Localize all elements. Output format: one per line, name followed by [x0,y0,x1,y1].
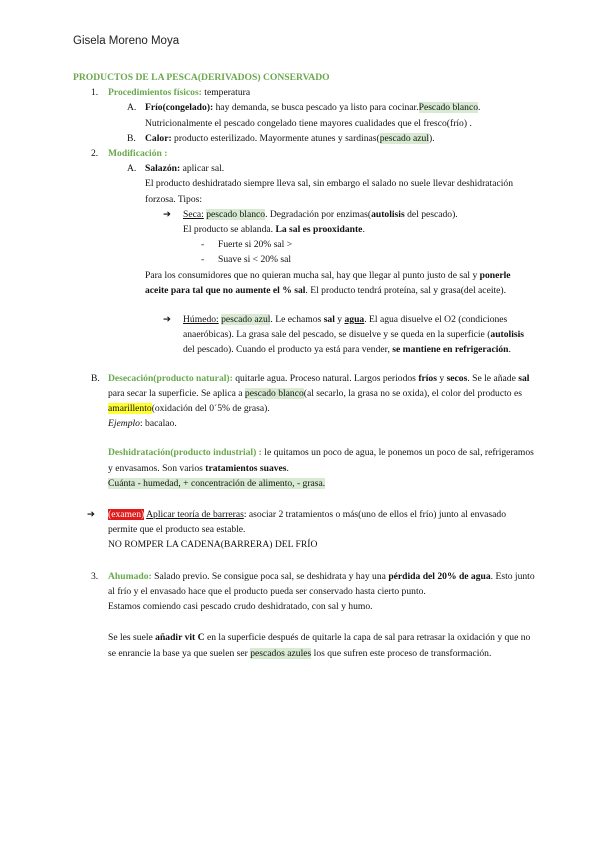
bullet-text: . [508,344,511,356]
example-text: : bacalao. [139,418,177,430]
bullet-text: . Le echamos [270,314,324,326]
example-label: Ejemplo [108,418,140,430]
section-text: . Esto junto al frío y el envasado hace que el producto pueda ser conservado hasta cierto punto. [108,570,535,597]
bullet-text: del pescado). Cuando el producto ya está para vender, [183,344,393,356]
bullet-label: Seca: [183,208,204,220]
item-label: Salazón: [145,163,181,175]
paragraph-text: Se les suele [108,632,156,644]
section-text: sal [518,372,530,384]
bullet-text: . [362,224,365,236]
bullet-text: autolisis [490,329,524,341]
section-label: Deshidratación(producto industrial) : [108,447,262,459]
dash-item [73,237,535,252]
item-label: Calor: [145,132,172,144]
section-deshidratacion [73,445,535,491]
bullet-label: Húmedo: [183,314,219,326]
paragraph: El producto deshidratado siempre lleva sal, sin embargo el salado no suele llevar deshidratación forzosa. Tipos: [145,178,514,205]
item-text: hay demanda, se busca pescado ya listo para cocinar. [213,102,419,114]
arrow-icon: ➔ [87,509,96,521]
bullet-text: y [334,314,345,326]
section-text: (oxidación del 0´5% de grasa). [151,403,270,415]
section-number: 1. [91,87,99,99]
author-name: Gisela Moreno Moya [73,35,180,47]
section-text: tratamientos suaves [205,462,287,474]
barreras-note [73,507,535,553]
paragraph-text: Para los consumidores que no quieran mucha sal, hay que llegar al punto justo de sal y [145,269,480,281]
section-text: temperatura [201,87,251,99]
paragraph-text: en la superficie después de quitarle la capa de sal para retrasar la oxidación y que no se enrancie la base ya que suelen ser [108,632,531,659]
note-text: : asociar 2 tratamientos o más(uno de ellos el frío) junto al envasado permite que el producto sea estable. [108,509,507,536]
bullet-seca [73,207,535,237]
dash-text: Suave si < 20% sal [218,254,292,266]
item-marker: A. [127,102,137,114]
item-salazon [73,161,535,176]
bullet-text: se mantiene en refrigeración [392,344,509,356]
section-text: Estamos comiendo casi pescado crudo deshidratado, con sal y humo. [108,601,373,613]
section-number: B. [91,372,100,384]
dash-item [73,252,535,267]
bullet-text: sal [323,314,335,326]
section-label: Procedimientos físicos: [108,87,202,99]
highlight: pescado blanco [206,208,266,220]
item-text: . Nutricionalmente el pescado congelado tiene mayores cualidades que el fresco(frío) . [145,102,481,129]
bullet-humedo [73,312,535,358]
section-number: 2. [91,148,99,160]
arrow-icon: ➔ [163,208,172,220]
formula-highlight: Cuánta - humedad, + concentración de alimento, - grasa. [108,477,326,489]
section-desecacion [73,371,535,432]
highlight: Pescado blanco [418,102,479,114]
section-text: Salado previo. Se consigue poca sal, se deshidrata y hay una [151,570,389,582]
item-text: aplicar sal. [180,163,225,175]
section-label: Modificación : [108,148,168,160]
highlight-yellow: amarillento [108,403,152,415]
final-paragraph [73,630,535,660]
paragraph [73,268,535,298]
bullet-text: . Degradación por enzimas( [265,208,372,220]
document-body [73,70,535,661]
note-label: Aplicar teoría de barreras [146,509,244,521]
bullet-text: El producto se ablanda. [183,224,276,236]
section-text: le quitamos un poco de agua, le ponemos un poco de sal, refrigeramos y envasamos. Son varios [108,447,534,474]
dash-text: Fuerte si 20% sal > [218,239,293,251]
dash-marker: - [201,254,205,266]
section-text: y [436,372,447,384]
section-text: secos [446,372,468,384]
note-text: NO ROMPER LA CADENA(BARRERA) DEL FRÍO [108,539,318,551]
paragraph-text: ponerle aceite para tal que no aumente el % sal [145,269,511,296]
section-label: Ahumado: [108,570,152,582]
section-text: . [286,462,289,474]
section-number: 3. [91,570,99,582]
section-1 [73,85,535,100]
bullet-text: agua [344,314,365,326]
item-frio [73,100,535,130]
section-text: pérdida del 20% de agua [388,570,491,582]
highlight: pescados azules [250,647,312,659]
paragraph-text: . El producto tendrá proteína, sal y grasa(del aceite). [305,284,507,296]
item-marker: A. [127,163,137,175]
highlight: pescado blanco [244,387,304,399]
section-text: . Se le añade [467,372,519,384]
section-text: quitarle agua. Proceso natural. Largos periodos [232,372,419,384]
item-text: producto esterilizado. Mayormente atunes y sardinas( [171,132,380,144]
document-title: PRODUCTOS DE LA PESCA(DERIVADOS) CONSERVADO [73,72,330,83]
section-3 [73,569,535,615]
section-2 [73,146,535,161]
bullet-text: La sal es prooxidante [275,224,363,236]
section-text: para secar la superficie. Se aplica a [108,387,245,399]
bullet-text: autolisis [371,208,405,220]
item-calor [73,131,535,146]
section-text: (al secarlo, la grasa no se oxida), el color del producto es [303,387,522,399]
item-label: Frío(congelado): [145,102,214,114]
highlight: pescado azul [379,132,429,144]
item-text: ). [429,132,435,144]
dash-marker: - [201,239,205,251]
bullet-text: del pescado). [404,208,458,220]
paragraph-text: los que sufren este proceso de transformación. [311,647,492,659]
section-text: fríos [418,372,437,384]
bullet-text: . El agua disuelve el O2 (condiciones anaeróbicas). La grasa sale del pescado, se disuelve y se queda en la superficie ( [183,314,508,341]
exam-tag: (examen) [108,509,145,521]
section-label: Desecación(producto natural): [108,372,233,384]
paragraph-text: añadir vit C [155,632,205,644]
arrow-icon: ➔ [163,314,172,326]
highlight: pescado azul [221,314,271,326]
item-marker: B. [127,132,136,144]
